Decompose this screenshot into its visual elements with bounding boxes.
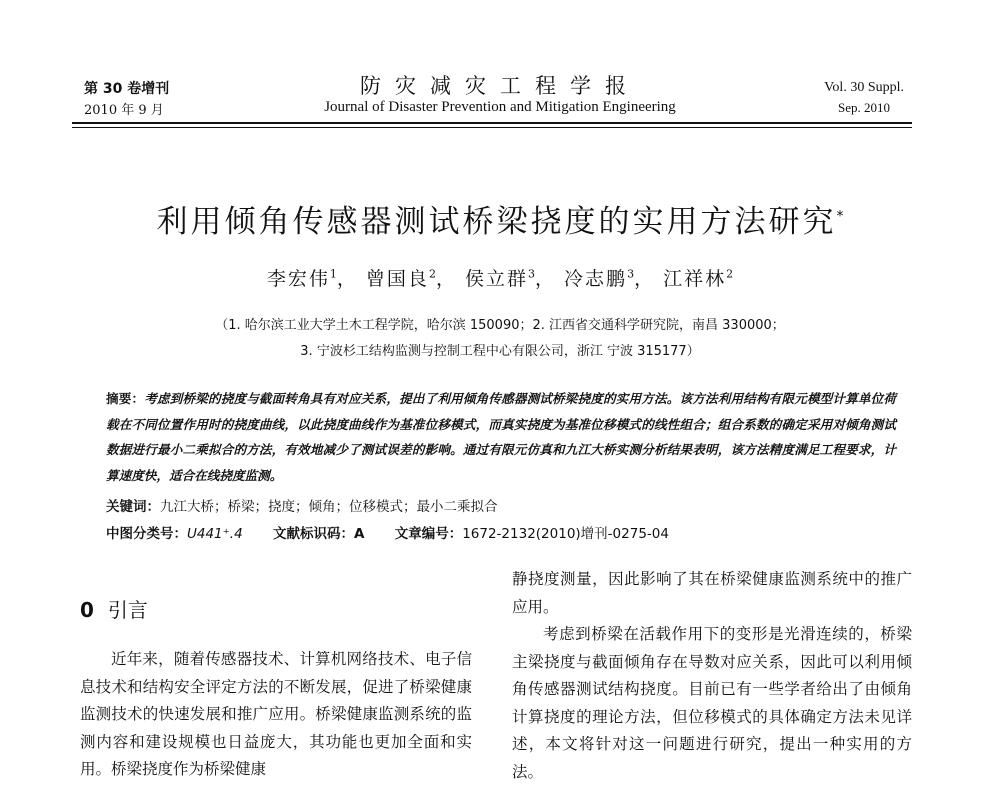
clc-block (106, 526, 243, 542)
section-number: 0 (80, 598, 94, 622)
keywords-text: 九江大桥；桥梁；挠度；倾角；位移模式；最小二乘拟合 (160, 499, 498, 515)
affiliations-line-2: 3. 宁波杉工结构监测与控制工程中心有限公司，浙江 宁波 315177） (300, 344, 700, 359)
author-name: 李宏伟 (266, 268, 330, 290)
author-name: 冷志鹏 (564, 268, 628, 290)
abstract (106, 386, 896, 488)
volume-label-en: Vol. 30 Suppl. (824, 80, 904, 95)
article-no-value: 1672-2132(2010)增刊-0275-04 (462, 526, 669, 542)
author-aff: 2 (726, 267, 734, 281)
author-name: 侯立群 (464, 268, 528, 290)
affiliations-line-1: （1. 哈尔滨工业大学土木工程学院，哈尔滨 150090；2. 江西省交通科学研究院，南昌 330000； (215, 318, 785, 333)
clc-label: 中图分类号： (106, 526, 187, 542)
left-column (80, 646, 472, 784)
paper-title-text: 利用倾角传感器测试桥梁挠度的实用方法研究 (156, 204, 837, 240)
issue-date-cn: 2010 年 9 月 (84, 103, 164, 118)
doc-code-label: 文献标识码： (272, 526, 354, 542)
classification-line (106, 522, 721, 542)
article-no-label: 文章编号： (394, 526, 463, 542)
right-paragraph-1: 静挠度测量，因此影响了其在桥梁健康监测系统中的推广应用。 (512, 570, 912, 616)
author-aff: 2 (428, 267, 436, 281)
keywords (106, 495, 498, 515)
author-name: 江祥林 (663, 268, 727, 290)
doc-code-value: A (353, 526, 365, 542)
article-no-block (395, 526, 695, 542)
journal-title-en: Journal of Disaster Prevention and Mitigation Engineering (324, 99, 676, 115)
right-column (512, 566, 912, 786)
right-paragraph-2: 考虑到桥梁在活载作用下的变形是光滑连续的，桥梁主梁挠度与截面倾角存在导数对应关系，因此可以利用倾角传感器测试结构挠度。目前已有一些学者给出了由倾角计算挠度的理论方法，但位移模式的具体确定方法未见详述，本文将针对这一问题进行研究，提出一种实用的方法。 (512, 625, 912, 781)
clc-value: U441⁺.4 (187, 526, 243, 542)
section-heading (80, 594, 148, 623)
author-name: 曾国良 (365, 268, 429, 290)
abstract-text: 考虑到桥梁的挠度与截面转角具有对应关系，提出了利用倾角传感器测试桥梁挠度的实用方法。该方法利用结构有限元模型计算单位荷载在不同位置作用时的挠度曲线，以此挠度曲线作为基准位移模式，而真实挠度为基准位移模式的线性组合；组合系数的确定采用对倾角测试数据进行最小二乘拟合的方法，有效地减少了测试误差的影响。通过有限元仿真和九江大桥实测分析结果表明，该方法精度满足工程要求，计算速度快，适合在线挠度监测。 (106, 391, 897, 483)
keywords-label: 关键词： (106, 499, 160, 515)
left-paragraph: 近年来，随着传感器技术、计算机网络技术、电子信息技术和结构安全评定方法的不断发展，促进了桥梁健康监测技术的快速发展和推广应用。桥梁健康监测系统的监测内容和建设规模也日益庞大，其功能也更加全面和实用。桥梁挠度作为桥梁健康 (80, 650, 472, 778)
section-title: 引言 (107, 598, 148, 622)
header-rule-thin (72, 127, 912, 128)
author-aff: 3 (627, 267, 635, 281)
journal-title-cn: 防灾减灾工程学报 (360, 74, 640, 98)
volume-label: 第 30 卷增刊 (84, 81, 170, 97)
paper-title (0, 196, 1000, 241)
author-list: 李宏伟$^1$， 曾国良$^2$， 侯立群$^3$， 冷志鹏$^3$， 江祥林$^2$ (266, 267, 734, 290)
title-footnote-mark: * (836, 208, 844, 225)
header-rule-thick (72, 122, 912, 124)
author-aff: 1 (329, 267, 337, 281)
issue-date-en: Sep. 2010 (838, 100, 890, 115)
author-aff: 3 (528, 267, 535, 281)
doc-code-block (273, 526, 364, 542)
abstract-label: 摘要： (106, 391, 145, 406)
